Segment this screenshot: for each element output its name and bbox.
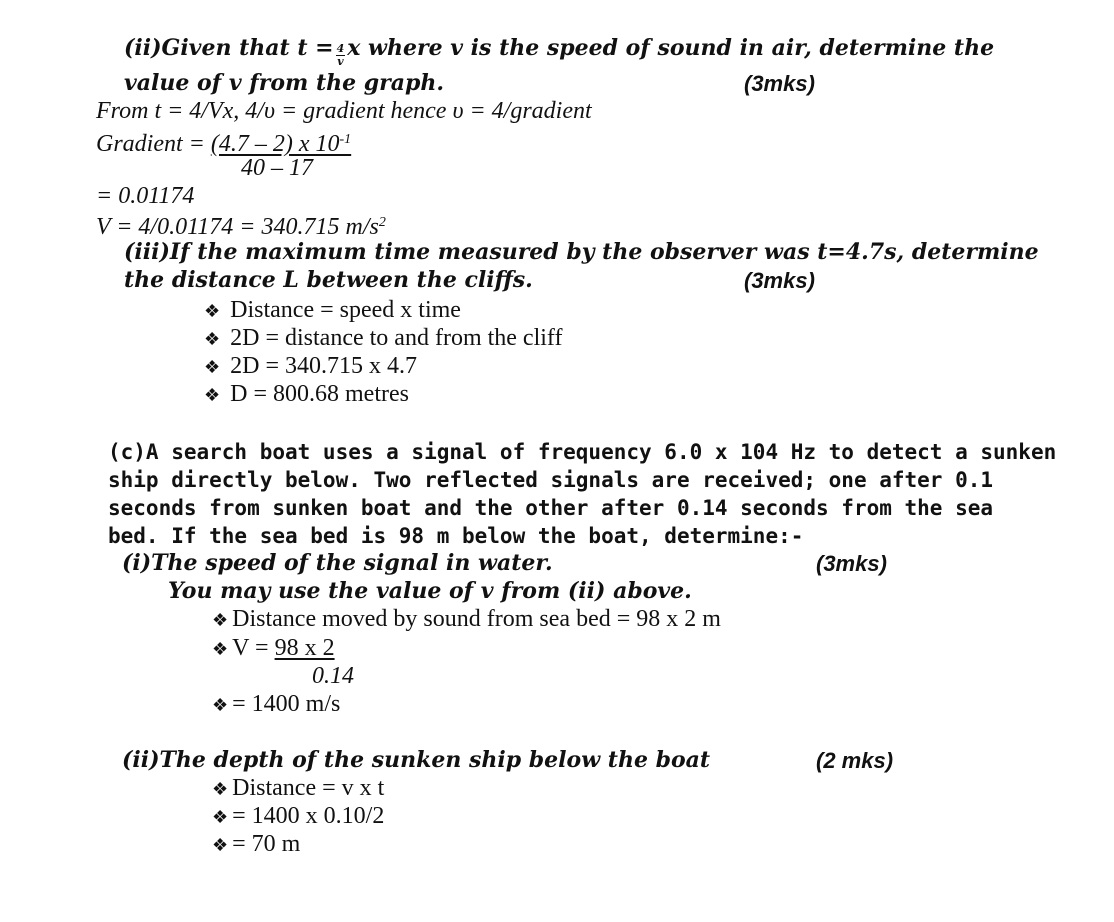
question-iii-marks: (3mks): [744, 268, 815, 293]
speed-unit-exponent: 2: [378, 215, 386, 230]
gradient-exponent: -1: [339, 132, 352, 147]
question-c-line2: ship directly below. Two reflected signals are received; one after 0.1: [108, 468, 994, 492]
list-item: [212, 634, 335, 663]
diamond-bullet-icon: ❖: [212, 695, 229, 715]
diamond-bullet-icon: ❖: [212, 807, 229, 827]
list-item: [212, 690, 340, 719]
question-ii-line2: value of v from the graph.: [124, 70, 445, 96]
question-c-i-hint: You may use the value of v from (ii) above.: [168, 578, 692, 604]
bullet-text: 2D = distance to and from the cliff: [230, 325, 563, 351]
working-gradient-relation: From t = 4/Vx, 4/υ = gradient hence υ = 4/gradient: [96, 98, 592, 124]
bullet-text: Distance = v x t: [232, 775, 385, 801]
diamond-bullet-icon: ❖: [204, 357, 221, 377]
diamond-bullet-icon: ❖: [212, 835, 229, 855]
list-item: [212, 802, 384, 831]
list-item: [204, 324, 562, 353]
bullet-text: = 1400 m/s: [232, 691, 341, 717]
fraction-numerator: 4: [336, 42, 345, 55]
speed-result: [96, 209, 386, 241]
list-item: [212, 605, 721, 634]
list-item: [212, 830, 300, 859]
diamond-bullet-icon: ❖: [212, 639, 229, 659]
question-c-i-title: (i)The speed of the signal in water.: [122, 550, 553, 576]
diamond-bullet-icon: ❖: [204, 301, 221, 321]
gradient-numerator-text: (4.7 – 2) x 10: [210, 131, 340, 157]
bullet-text: V =: [232, 635, 275, 661]
bullet-text: Distance = speed x time: [230, 297, 461, 323]
list-item: [212, 774, 384, 803]
gradient-denominator: 40 – 17: [241, 155, 313, 181]
gradient-label: Gradient =: [96, 131, 211, 157]
diamond-bullet-icon: ❖: [212, 610, 229, 630]
list-item: [204, 352, 417, 381]
gradient-result: = 0.01174: [96, 183, 195, 209]
question-c-line4: bed. If the sea bed is 98 m below the boat, determine:-: [108, 524, 804, 548]
bullet-text: = 70 m: [232, 831, 301, 857]
question-iii-line1: (iii)If the maximum time measured by the observer was t=4.7s, determine: [124, 239, 1039, 265]
question-ii-text-post: x where v is the speed of sound in air, determine the: [347, 35, 995, 61]
bullet-text: D = 800.68 metres: [230, 381, 409, 407]
question-ii-text-pre: (ii)Given that t =: [124, 35, 334, 61]
question-iii-line2: the distance L between the cliffs.: [124, 267, 533, 293]
question-c-ii-marks: (2 mks): [816, 748, 894, 773]
speed-result-text: V = 4/0.01174 = 340.715 m/s: [96, 214, 379, 240]
bullet-text: Distance moved by sound from sea bed = 98 x 2 m: [232, 606, 721, 632]
t-equals-fraction: [336, 43, 346, 68]
diamond-bullet-icon: ❖: [212, 779, 229, 799]
speed-fraction-numerator: 98 x 2: [274, 635, 335, 661]
speed-fraction-denominator: 0.14: [312, 663, 354, 689]
fraction-denominator: v: [337, 55, 344, 68]
question-ii-line1: [124, 34, 994, 68]
diamond-bullet-icon: ❖: [204, 329, 221, 349]
bullet-text: 2D = 340.715 x 4.7: [230, 353, 418, 379]
question-c-line1: (c)A search boat uses a signal of frequency 6.0 x 104 Hz to detect a sunken: [108, 440, 1057, 464]
list-item: [204, 296, 461, 325]
question-c-ii-title: (ii)The depth of the sunken ship below the boat: [122, 747, 711, 773]
question-c-i-marks: (3mks): [816, 551, 887, 576]
list-item: [204, 380, 409, 409]
question-ii-marks: (3mks): [744, 71, 815, 96]
bullet-text: = 1400 x 0.10/2: [232, 803, 385, 829]
diamond-bullet-icon: ❖: [204, 385, 221, 405]
question-c-line3: seconds from sunken boat and the other after 0.14 seconds from the sea: [108, 496, 994, 520]
